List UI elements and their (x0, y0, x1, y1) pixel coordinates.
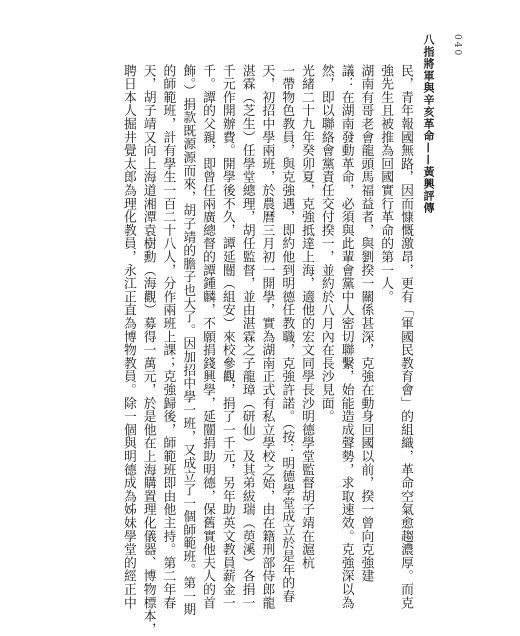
body-text (118, 64, 415, 636)
text-column: 的師範班，計有學生一百二十八人，分作兩班上課；克強歸後，師範班即由他主持。第二年春 (160, 64, 176, 610)
page-number: 040 (452, 34, 462, 58)
text-column: 千元作開辦費。開學後不久，譚延闓（組安）來校參觀，捐了一千元，另年助英文教員薪金一 (219, 64, 235, 610)
text-column: 民，青年報國無路，因而慷慨激昂，更有「軍國民教育會」的組織，革命空氣愈趨濃厚。而克 (398, 64, 413, 610)
text-column: 千。譚的父親，即曾任兩廣總督的譚鍾麟，不願捐錢興學，延闓捐助明德，保舊實他夫人的首 (200, 64, 216, 610)
text-column: 聘日本人掘井覺太郎為理化教員，永江正直為博物教員。除一個與明德成為姊妹學堂的經正中 (120, 64, 136, 610)
text-column: 然，即以聯絡會黨責任交付揆一，並約於八月內在長沙見面。 (318, 64, 334, 424)
text-column: 天，初招中學兩班，於農曆三月初一開學，實為湖南正式有私立學校之始，由在籍刑部侍郎龍 (259, 64, 275, 610)
text-column: 湖南有哥老會龍頭馬福益者，與劉揆一關係甚深，克強在動身回國以前，揆一曾向克強建 (358, 64, 374, 583)
text-column: 天，胡子靖又向上海道湘潭袁樹勳（海觀）募得一萬元，於是他在上海購置理化儀器、博物標本， (140, 64, 156, 636)
text-column: 飾。）捐款既源源而來，胡子靖的膽子也大了。因加招中學一班，又成立了一個師範班。第一期 (180, 64, 196, 617)
running-header: 八指將軍與辛亥革命——黃興評傳 (422, 34, 435, 214)
text-column: 光緒二十九年癸卯夏，克強抵達上海，適他的宏文同學長沙明德學堂監督胡子靖在滬杭 (299, 64, 315, 570)
text-column: 強先生且被推為回國實行革命的第一人。 (378, 64, 394, 304)
text-column: 議：在湖南發動革命，必須與此輩會黨中人密切聯繫，始能造成聲勢，求取速效。克強深以為 (338, 64, 354, 610)
text-column: 一帶物色教員，與克強遇，即約他到明德任教職，克強許諾。（按：明德學堂成立於是年的春 (279, 64, 295, 603)
text-column: 湛霖（芝生）任學堂總理，胡任監督，並由湛霖之子龍璋（研仙）及其弟紱瑞（萸溪）各捐一 (239, 64, 255, 610)
